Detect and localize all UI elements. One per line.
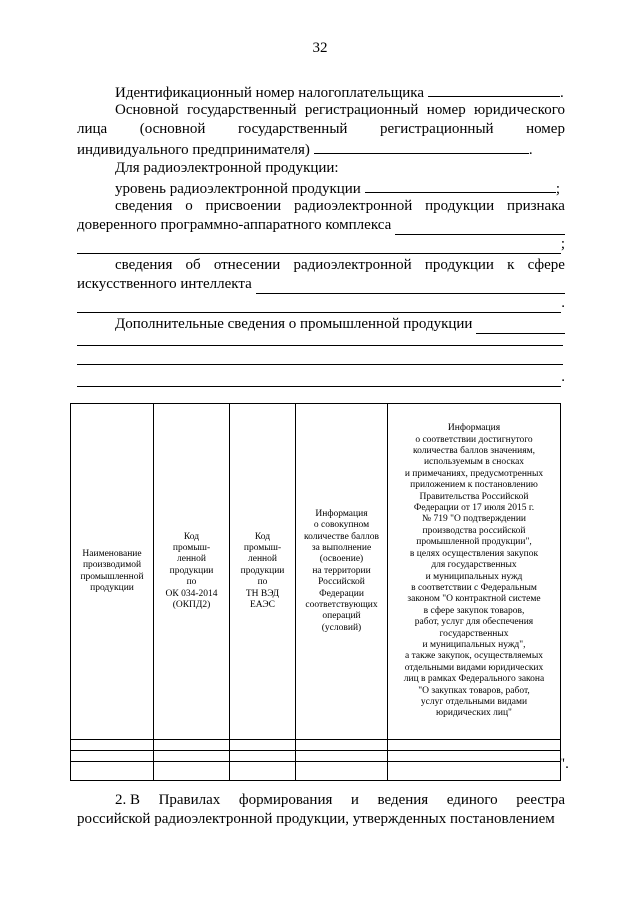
additional-rule-3[interactable] [77, 372, 561, 387]
trusted-line-3: ; [77, 235, 565, 254]
trusted-field[interactable] [395, 220, 565, 235]
table-cell[interactable] [71, 751, 154, 762]
trusted-line-2: доверенного программно-аппаратного комплекса [77, 216, 565, 235]
paragraph2-line-1: 2. В Правилах формирования и ведения единого реестра [115, 792, 565, 808]
inn-field[interactable] [428, 82, 560, 97]
ogrn-field[interactable] [314, 139, 529, 154]
table-cell[interactable] [71, 762, 154, 781]
paragraph2-line-2: российской радиоэлектронной продукции, утвержденных постановлением [77, 811, 555, 827]
table-closing-quote: ". [559, 756, 569, 772]
ogrn-line-1 [115, 101, 565, 120]
table-cell[interactable] [154, 740, 230, 751]
table-header-row [71, 404, 561, 740]
table-cell[interactable] [388, 762, 561, 781]
table-cell[interactable] [296, 740, 388, 751]
table-row [71, 751, 561, 762]
ai-line-3: . [77, 294, 565, 313]
header-points-total: Информация о совокупном количестве баллов за выполнение (освоение) на территории Российской Федерации соответствующих операций (условий) [296, 404, 388, 740]
header-points-compliance: Информация о соответствии достигнутого количества баллов значениям, используемым в сносках и примечаниях, предусмотренных приложением к постановлению Правительства Российской Федерации от 17 июля 2015 г. № 719 "О подтверждении производства российской промышленной продукции", в целях осуществления закупок для государственных и муниципальных нужд в соответствии с Федеральным законом "О контрактной системе в сфере закупок товаров, работ, услуг для обеспечения государственных и муниципальных нужд", а также закупок, осуществляемых отдельными видами юридических лиц в рамках Федерального закона "О закупках товаров, работ, услуг отдельными видами юридических лиц" [388, 404, 561, 740]
table-cell[interactable] [71, 740, 154, 751]
radio-level-line: уровень радиоэлектронной продукции ; [115, 178, 565, 199]
additional-line: Дополнительные сведения о промышленной продукции [115, 315, 565, 334]
table-cell[interactable] [230, 762, 296, 781]
table-cell[interactable] [388, 751, 561, 762]
additional-field[interactable] [476, 319, 565, 334]
ai-field-cont[interactable] [77, 298, 561, 313]
header-okpd2-code: Код промыш- ленной продукции по ОК 034-2014 (ОКПД2) [154, 404, 230, 740]
table-cell[interactable] [154, 762, 230, 781]
table-cell[interactable] [296, 751, 388, 762]
additional-rule-2[interactable] [77, 364, 563, 365]
inn-line: Идентификационный номер налогоплательщика . [115, 82, 565, 103]
table-cell[interactable] [296, 762, 388, 781]
ai-line-2: искусственного интеллекта [77, 275, 565, 294]
ogrn-line-2: лица (основной государственный регистрационный номер [77, 121, 565, 137]
additional-rule-1[interactable] [77, 345, 563, 346]
trusted-field-cont[interactable] [77, 239, 561, 254]
radio-level-field[interactable] [365, 178, 556, 193]
ai-line-1: сведения об отнесении радиоэлектронной продукции к сфере [115, 257, 565, 273]
additional-line-last: . [77, 368, 565, 387]
page-number: 32 [312, 40, 328, 56]
radio-heading: Для радиоэлектронной продукции: [115, 160, 339, 176]
ogrn-line-3: индивидуального предпринимателя) . [77, 139, 565, 160]
inn-label: Идентификационный номер налогоплательщика [115, 85, 425, 101]
table-row [71, 762, 561, 781]
trusted-line-1: сведения о присвоении радиоэлектронной продукции признака [115, 198, 565, 214]
table-cell[interactable] [154, 751, 230, 762]
ogrn-label-1: Основной государственный регистрационный номер юридического [115, 102, 565, 118]
header-tnved-code: Код промыш- ленной продукции по ТН ВЭД ЕАЭС [230, 404, 296, 740]
header-product-name: Наименование производимой промышленной продукции [71, 404, 154, 740]
table-cell[interactable] [388, 740, 561, 751]
ai-field[interactable] [256, 279, 565, 294]
table-cell[interactable] [230, 740, 296, 751]
table-cell[interactable] [230, 751, 296, 762]
table-row [71, 740, 561, 751]
products-table [70, 403, 561, 781]
